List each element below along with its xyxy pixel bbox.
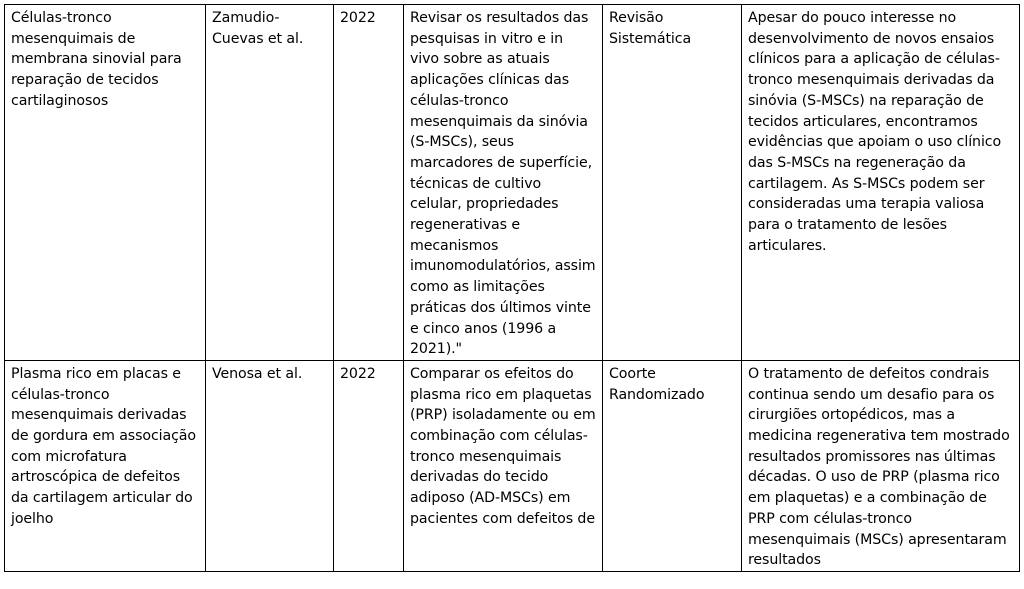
year-cell	[334, 360, 404, 571]
study-authors: Venosa et al.	[212, 365, 303, 382]
objective-cell	[404, 360, 603, 571]
study-title-cell	[5, 360, 206, 571]
study-objective: Revisar os resultados das pesquisas in vitro e in vivo sobre as atuais aplicações clínicas das células-tronco mesenquimais da sinóvia (S-MSCs), seus marcadores de superfície, técnicas de cultivo celular, propriedades regenerativas e mecanismos imunomodulatórios, assim como as limitações práticas dos últimos vinte e cinco anos (1996 a 2021)."	[410, 10, 596, 358]
year-cell	[334, 5, 404, 361]
study-type: Revisão Sistemática	[609, 10, 692, 47]
conclusion-cell	[742, 5, 1020, 361]
studies-table	[4, 4, 1020, 572]
conclusion-cell	[742, 360, 1020, 571]
study-title: Células-tronco mesenquimais de membrana sinovial para reparação de tecidos cartilaginosos	[11, 10, 182, 109]
study-type: Coorte Randomizado	[609, 365, 705, 403]
studies-table-container	[4, 4, 1019, 572]
authors-cell	[206, 360, 334, 571]
study-authors: Zamudio-Cuevas et al.	[212, 10, 304, 47]
study-title: Plasma rico em placas e células-tronco mesenquimais derivadas de gordura em associação com microfatura artroscópica de defeitos da cartilagem articular do joelho	[11, 365, 196, 527]
table-row	[5, 360, 1020, 571]
study-conclusion: Apesar do pouco interesse no desenvolvimento de novos ensaios clínicos para a aplicação de células-tronco mesenquimais derivadas da sinóvia (S-MSCs) na reparação de tecidos articulares, encontramos evidências que apoiam o uso clínico das S-MSCs na regeneração da cartilagem. As S-MSCs podem ser consideradas uma terapia valiosa para o tratamento de lesões articulares.	[748, 10, 1002, 254]
table-row	[5, 5, 1020, 361]
objective-cell	[404, 5, 603, 361]
study-title-cell	[5, 5, 206, 361]
study-year: 2022	[340, 365, 376, 382]
study-conclusion: O tratamento de defeitos condrais continua sendo um desafio para os cirurgiões ortopédicos, mas a medicina regenerativa tem mostrado resultados promissores nas últimas décadas. O uso de PRP (plasma rico em plaquetas) e a combinação de PRP com células-tronco mesenquimais (MSCs) apresentaram resultados	[748, 365, 1010, 569]
study-year: 2022	[340, 10, 376, 26]
study-objective: Comparar os efeitos do plasma rico em plaquetas (PRP) isoladamente ou em combinação com células-tronco mesenquimais derivadas do tecido adiposo (AD-MSCs) em pacientes com defeitos de	[410, 365, 596, 527]
authors-cell	[206, 5, 334, 361]
study-type-cell	[603, 5, 742, 361]
study-type-cell	[603, 360, 742, 571]
